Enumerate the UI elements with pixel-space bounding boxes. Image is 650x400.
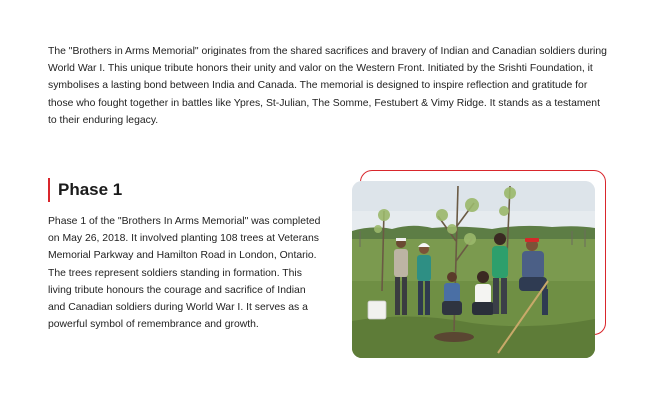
phase-description: Phase 1 of the "Brothers In Arms Memorial" was completed on May 26, 2018. It involved planting 108 trees at Veterans Memorial Parkway and Hamilton Road in London, Ontario. The trees represent soldiers standing in formation. This living tribute honours the courage and sacrifice of Indian and Canadian soldiers during World War I. It serves as a powerful symbol of remembrance and growth.	[48, 216, 321, 331]
tree-planting-photo	[352, 181, 595, 358]
phase-title: Phase 1	[58, 180, 123, 199]
intro-paragraph: The "Brothers in Arms Memorial" originates from the shared sacrifices and bravery of Indian and Canadian soldiers during World War I. This unique tribute honors their unity and valor on the Western Front. Initiated by the Srishti Foundation, it symbolises a lasting bond between India and Canada. The memorial is designed to inspire reflection and gratitude for those who fought together in battles like Ypres, St-Julian, The Somme, Festubert & Vimy Ridge. It stands as a testament to their enduring legacy.	[48, 46, 607, 126]
phase-heading	[48, 178, 122, 202]
heading-accent-bar	[48, 178, 50, 202]
